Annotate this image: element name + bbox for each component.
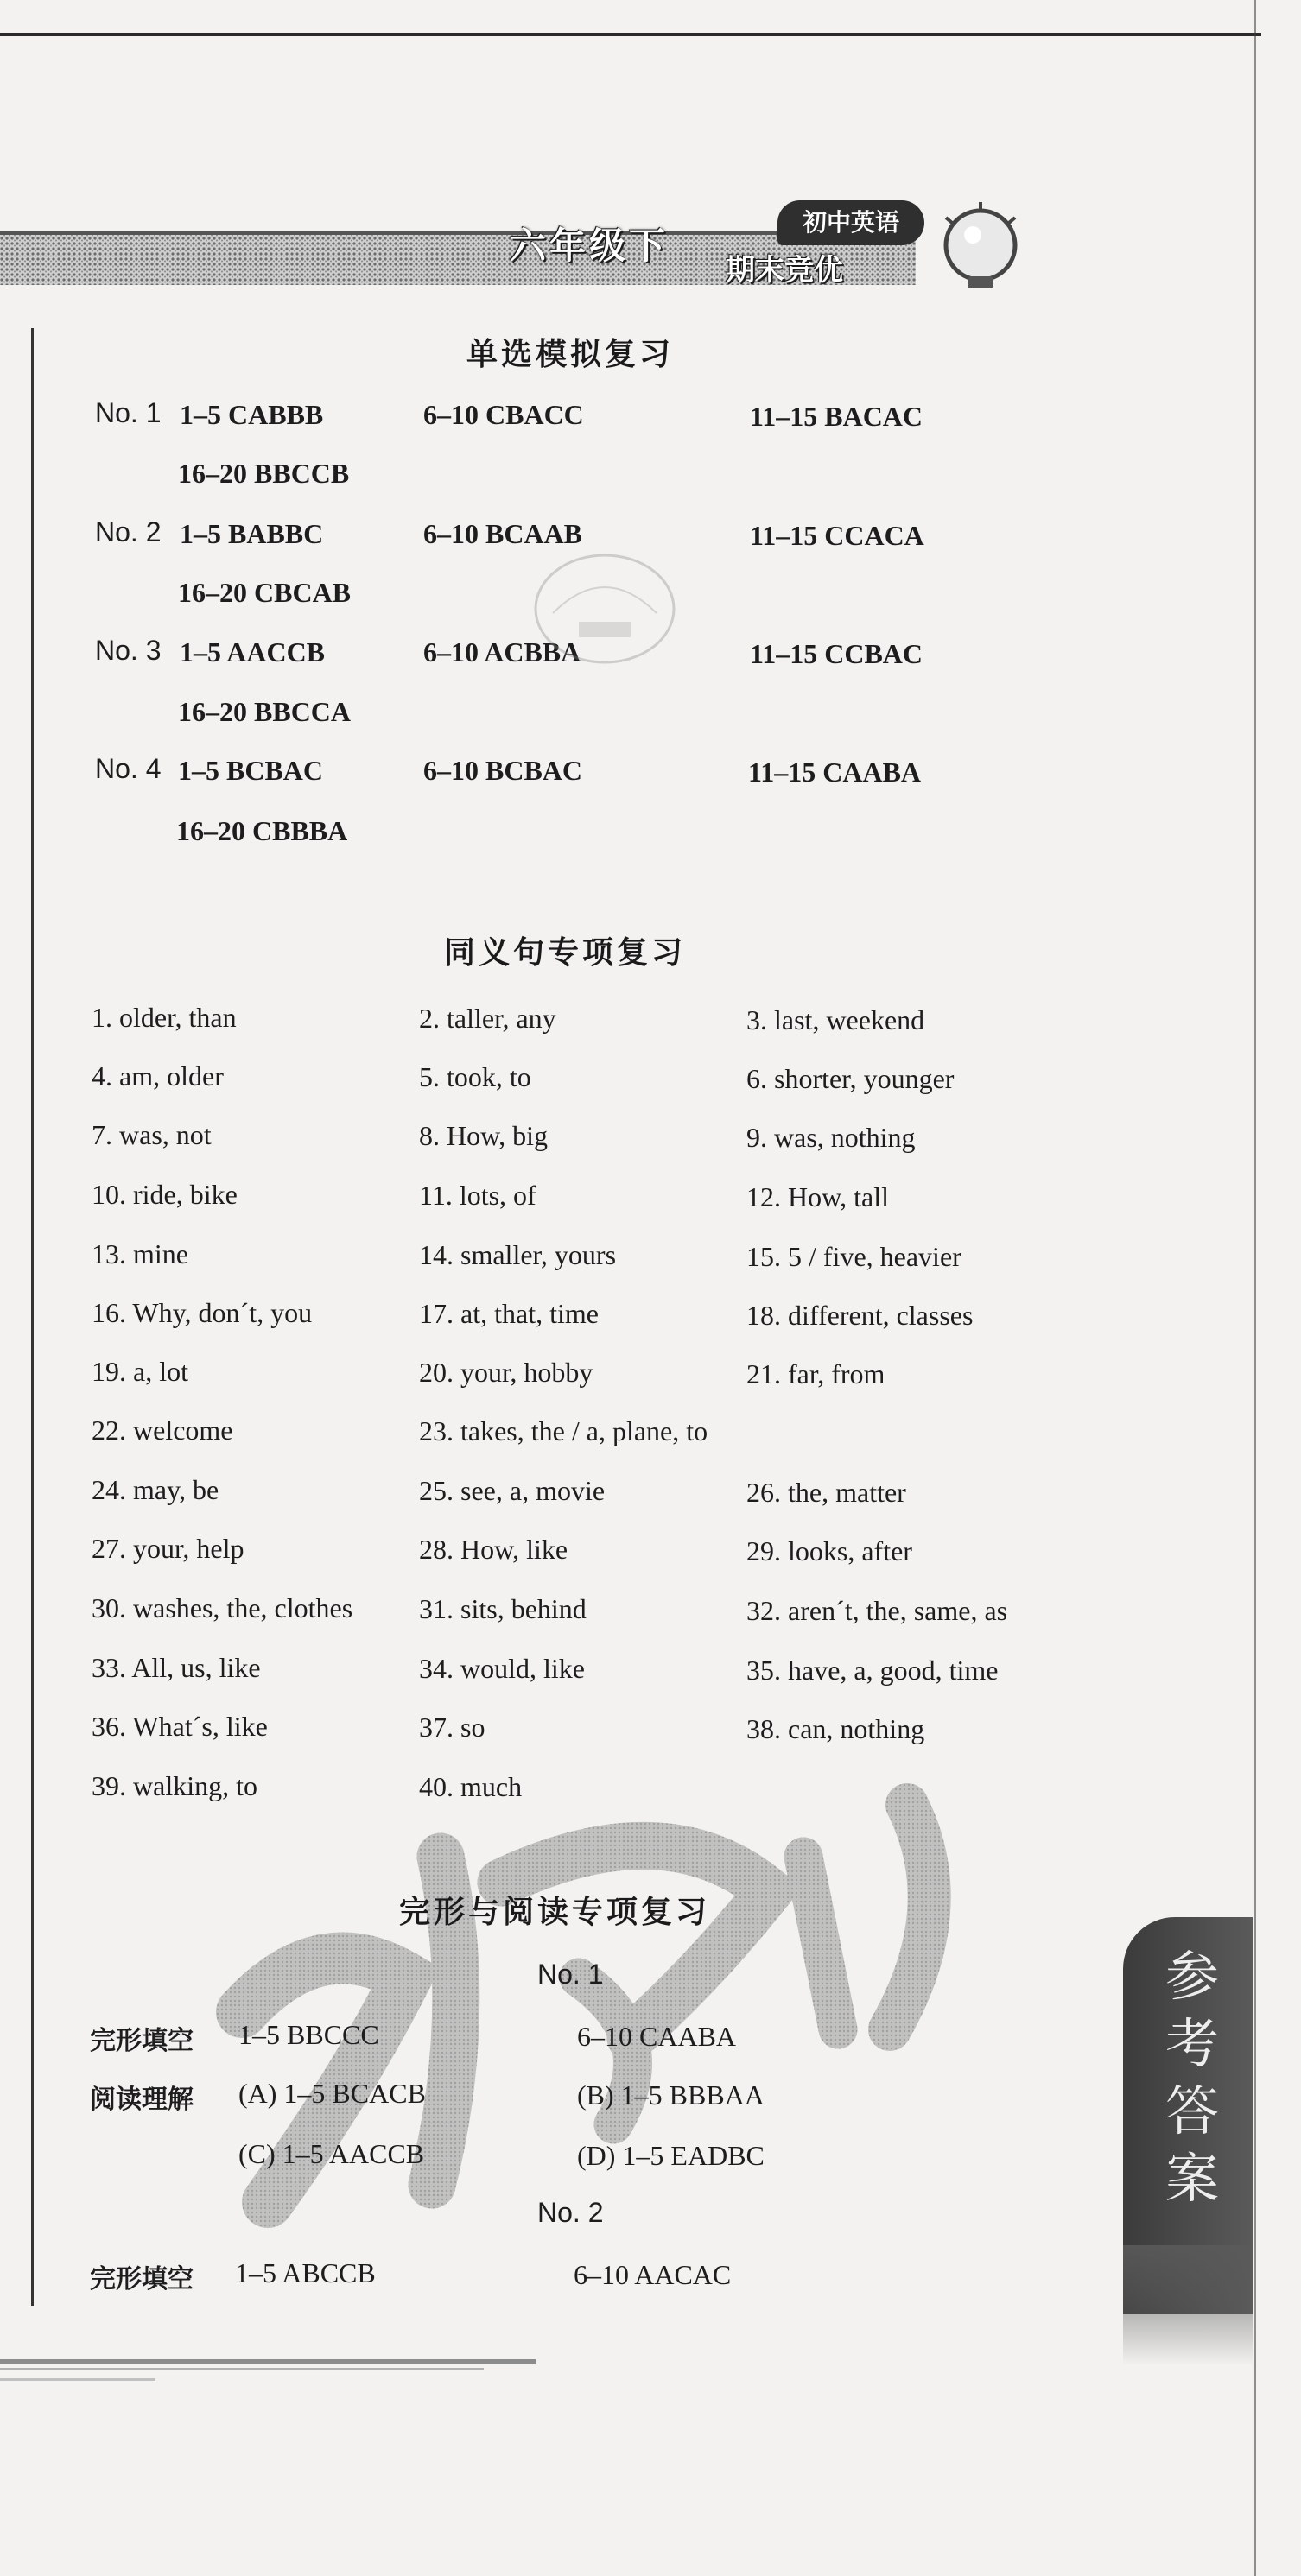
header-subtitle: 期末竞优	[726, 253, 843, 288]
answer-item: 28. How, like	[419, 1534, 568, 1565]
answer-item: 36. What´s, like	[92, 1711, 268, 1742]
answer-range: 1–5 BBCCC	[238, 2019, 379, 2050]
answer-item: 15. 5 / five, heavier	[746, 1241, 961, 1272]
lightbulb-icon	[933, 200, 1028, 295]
cloze-label: 完形填空	[90, 2264, 194, 2294]
answer-item: 26. the, matter	[746, 1477, 906, 1508]
answer-item: 2. taller, any	[419, 1003, 556, 1034]
answer-item: 27. your, help	[92, 1533, 244, 1564]
section-title-cloze-reading: 完形与阅读专项复习	[399, 1895, 711, 1930]
page-edge	[1254, 0, 1256, 2576]
answer-item: 24. may, be	[92, 1474, 219, 1505]
cloze-label: 完形填空	[90, 2026, 194, 2056]
answer-range: 16–20 BBCCA	[178, 696, 352, 727]
answer-item: 34. would, like	[419, 1653, 585, 1684]
answer-item: 23. takes, the / a, plane, to	[419, 1415, 708, 1446]
answer-range: 11–15 CCBAC	[750, 638, 923, 669]
answer-item: 22. welcome	[92, 1415, 233, 1446]
answer-item: 39. walking, to	[92, 1770, 257, 1801]
group-label: No. 2	[95, 516, 162, 547]
answer-item: 25. see, a, movie	[419, 1475, 606, 1506]
bottom-decoration	[0, 2356, 536, 2390]
section-title-single-choice: 单选模拟复习	[466, 337, 675, 372]
answer-range: 1–5 ABCCB	[235, 2257, 376, 2288]
group-label: No. 1	[95, 397, 162, 428]
answer-range: 6–10 BCBAC	[423, 755, 583, 786]
answer-item: 1. older, than	[92, 1002, 237, 1033]
answer-item: 38. can, nothing	[746, 1713, 925, 1744]
answer-item: 20. your, hobby	[419, 1357, 593, 1388]
answer-item: 4. am, older	[92, 1060, 224, 1092]
answer-item: 19. a, lot	[92, 1356, 188, 1387]
answer-item: 13. mine	[92, 1238, 188, 1269]
header-title: 六年级下	[510, 225, 670, 267]
publisher-stamp	[527, 544, 682, 674]
answer-range: 6–10 CBACC	[423, 399, 584, 430]
answer-item: 35. have, a, good, time	[746, 1655, 999, 1686]
answer-range: 11–15 CAABA	[748, 756, 922, 788]
group-heading: No. 1	[537, 1959, 604, 1990]
answer-range: 11–15 BACAC	[750, 401, 923, 432]
answer-range: 1–5 BCBAC	[178, 755, 324, 786]
answer-item: 14. smaller, yours	[419, 1239, 617, 1270]
answer-range: 16–20 CBBBA	[176, 815, 348, 846]
answer-item: 33. All, us, like	[92, 1652, 261, 1683]
answer-range: 1–5 AACCB	[180, 636, 326, 668]
answer-range: 11–15 CCACA	[750, 520, 924, 551]
answer-item: 3. last, weekend	[746, 1004, 925, 1035]
answer-item: 17. at, that, time	[419, 1298, 599, 1329]
subject-tag: 初中英语	[777, 200, 924, 245]
group-heading: No. 2	[537, 2197, 604, 2228]
answer-item: 30. washes, the, clothes	[92, 1592, 353, 1623]
answer-range: 6–10 AACAC	[574, 2259, 732, 2290]
answer-item: 12. How, tall	[746, 1181, 890, 1212]
tab-fade	[1123, 2245, 1253, 2366]
answer-item: 11. lots, of	[419, 1180, 536, 1211]
answer-item: 40. much	[419, 1771, 523, 1802]
answer-range: 16–20 BBCCB	[178, 458, 350, 489]
answer-item: 18. different, classes	[746, 1300, 974, 1331]
answer-item: 9. was, nothing	[746, 1122, 916, 1153]
answer-range: (D) 1–5 EADBC	[577, 2140, 765, 2171]
answer-range: 16–20 CBCAB	[178, 577, 352, 608]
answer-item: 10. ride, bike	[92, 1179, 238, 1210]
answer-item: 29. looks, after	[746, 1535, 912, 1566]
answer-item: 8. How, big	[419, 1120, 549, 1151]
answer-range: 1–5 CABBB	[180, 399, 324, 430]
answer-range: 1–5 BABBC	[180, 518, 324, 549]
left-rule	[31, 328, 34, 2306]
answer-item: 32. aren´t, the, same, as	[746, 1595, 1008, 1626]
answer-range: (A) 1–5 BCACB	[238, 2078, 426, 2109]
answer-range: 6–10 CAABA	[577, 2021, 737, 2052]
answer-item: 31. sits, behind	[419, 1593, 587, 1624]
answer-range: 6–10 ACBBA	[423, 636, 581, 668]
answer-item: 16. Why, don´t, you	[92, 1297, 313, 1328]
section-title-synonym: 同义句专项复习	[444, 935, 687, 971]
answer-range: (C) 1–5 AACCB	[238, 2138, 425, 2169]
answer-range: 6–10 BCAAB	[423, 518, 583, 549]
answer-item: 7. was, not	[92, 1119, 212, 1150]
reading-label: 阅读理解	[90, 2085, 194, 2115]
top-rule	[0, 33, 1261, 36]
group-label: No. 3	[95, 635, 162, 666]
group-label: No. 4	[95, 753, 162, 784]
answer-item: 21. far, from	[746, 1358, 885, 1389]
answer-range: (B) 1–5 BBBAA	[577, 2079, 765, 2111]
answer-item: 5. took, to	[419, 1061, 531, 1092]
answer-item: 6. shorter, younger	[746, 1063, 955, 1094]
answer-item: 37. so	[419, 1712, 485, 1743]
answer-key-label: 参考答案	[1165, 1945, 1219, 2210]
